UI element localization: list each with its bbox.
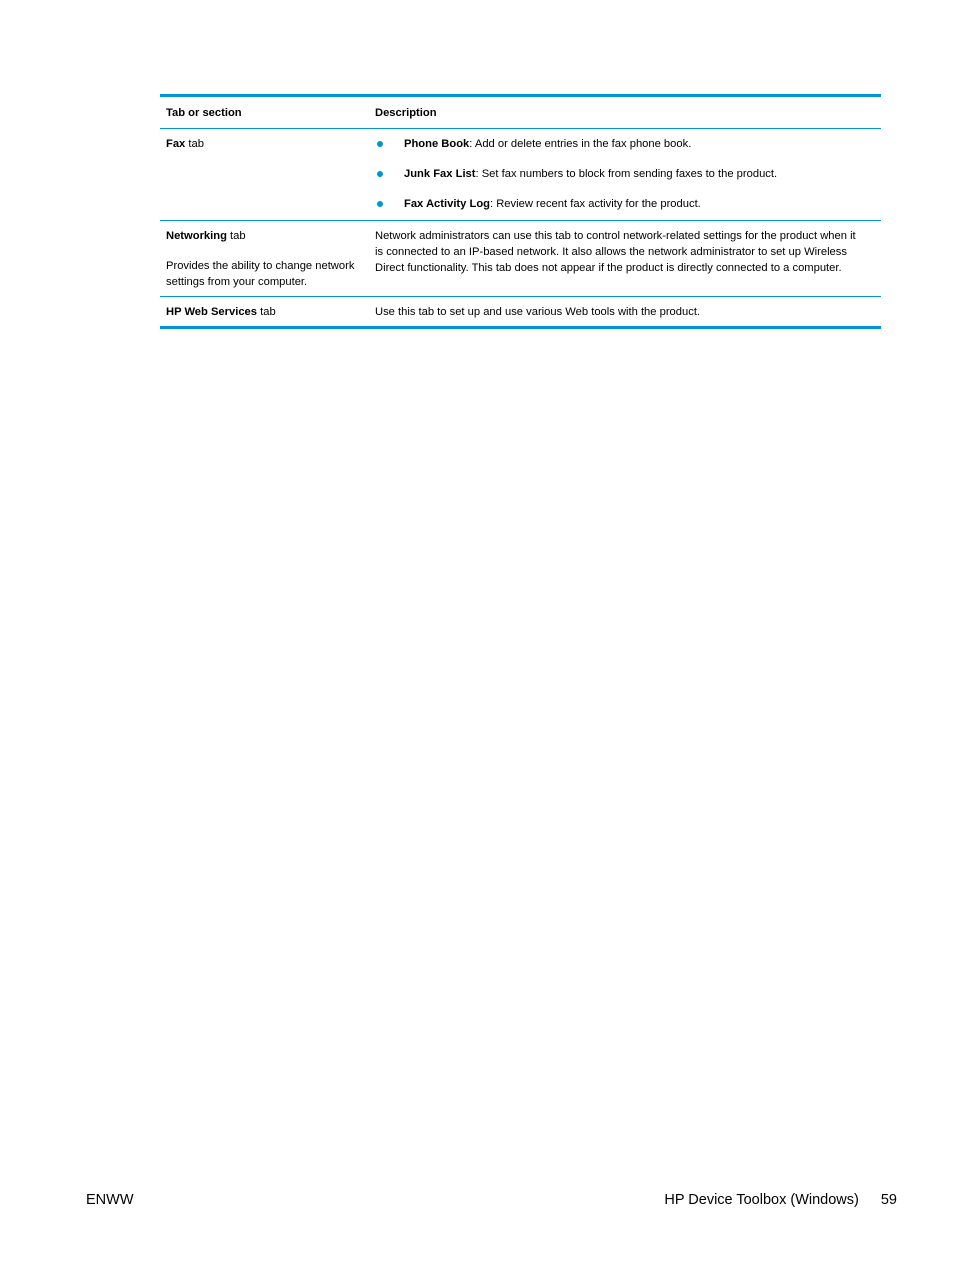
bullet-icon bbox=[377, 141, 383, 147]
table-header-row bbox=[160, 96, 881, 129]
fax-tab-suffix: tab bbox=[185, 138, 204, 150]
table-row-web-services bbox=[160, 297, 881, 328]
fax-description-cell bbox=[369, 129, 881, 221]
table-row-fax bbox=[160, 129, 881, 221]
fax-tab-name: Fax bbox=[166, 138, 186, 150]
networking-tab-suffix: tab bbox=[226, 230, 246, 242]
footer-section-title: HP Device Toolbox (Windows) bbox=[664, 1192, 859, 1208]
header-description: Description bbox=[375, 107, 437, 119]
web-services-tab-suffix: tab bbox=[257, 306, 276, 318]
bullet-term: Fax Activity Log bbox=[404, 198, 490, 210]
networking-tab-subtext: Provides the ability to change network settings from your computer. bbox=[166, 260, 355, 288]
fax-tab-cell bbox=[160, 129, 369, 221]
list-item bbox=[375, 196, 865, 212]
bullet-icon bbox=[377, 171, 383, 177]
networking-tab-cell bbox=[160, 221, 369, 297]
networking-description: Network administrators can use this tab to control network-related settings for the product when it is connected to an IP-based network. It also allows the network administrator to set up Wireless Direct functionality. This tab does not appear if the product is directly connected to a computer. bbox=[375, 230, 856, 274]
web-services-tab-cell bbox=[160, 297, 369, 328]
list-item bbox=[375, 136, 865, 152]
bullet-text: : Set fax numbers to block from sending faxes to the product. bbox=[475, 168, 778, 180]
bullet-text: : Review recent fax activity for the product. bbox=[490, 198, 701, 210]
footer-right bbox=[664, 1192, 897, 1208]
bullet-term: Phone Book bbox=[404, 138, 470, 150]
web-services-description: Use this tab to set up and use various Web tools with the product. bbox=[375, 306, 701, 318]
list-item bbox=[375, 166, 865, 182]
bullet-text: : Add or delete entries in the fax phone book. bbox=[469, 138, 692, 150]
networking-tab-name: Networking bbox=[166, 230, 227, 242]
web-services-tab-name: HP Web Services bbox=[166, 306, 258, 318]
bullet-icon bbox=[377, 201, 383, 207]
tabs-description-table bbox=[160, 94, 881, 329]
page-number: 59 bbox=[880, 1192, 897, 1208]
bullet-term: Junk Fax List bbox=[404, 168, 476, 180]
table-row-networking bbox=[160, 221, 881, 297]
footer-enww: ENWW bbox=[86, 1192, 134, 1208]
header-tab-or-section: Tab or section bbox=[166, 107, 242, 119]
fax-feature-list bbox=[375, 136, 865, 212]
